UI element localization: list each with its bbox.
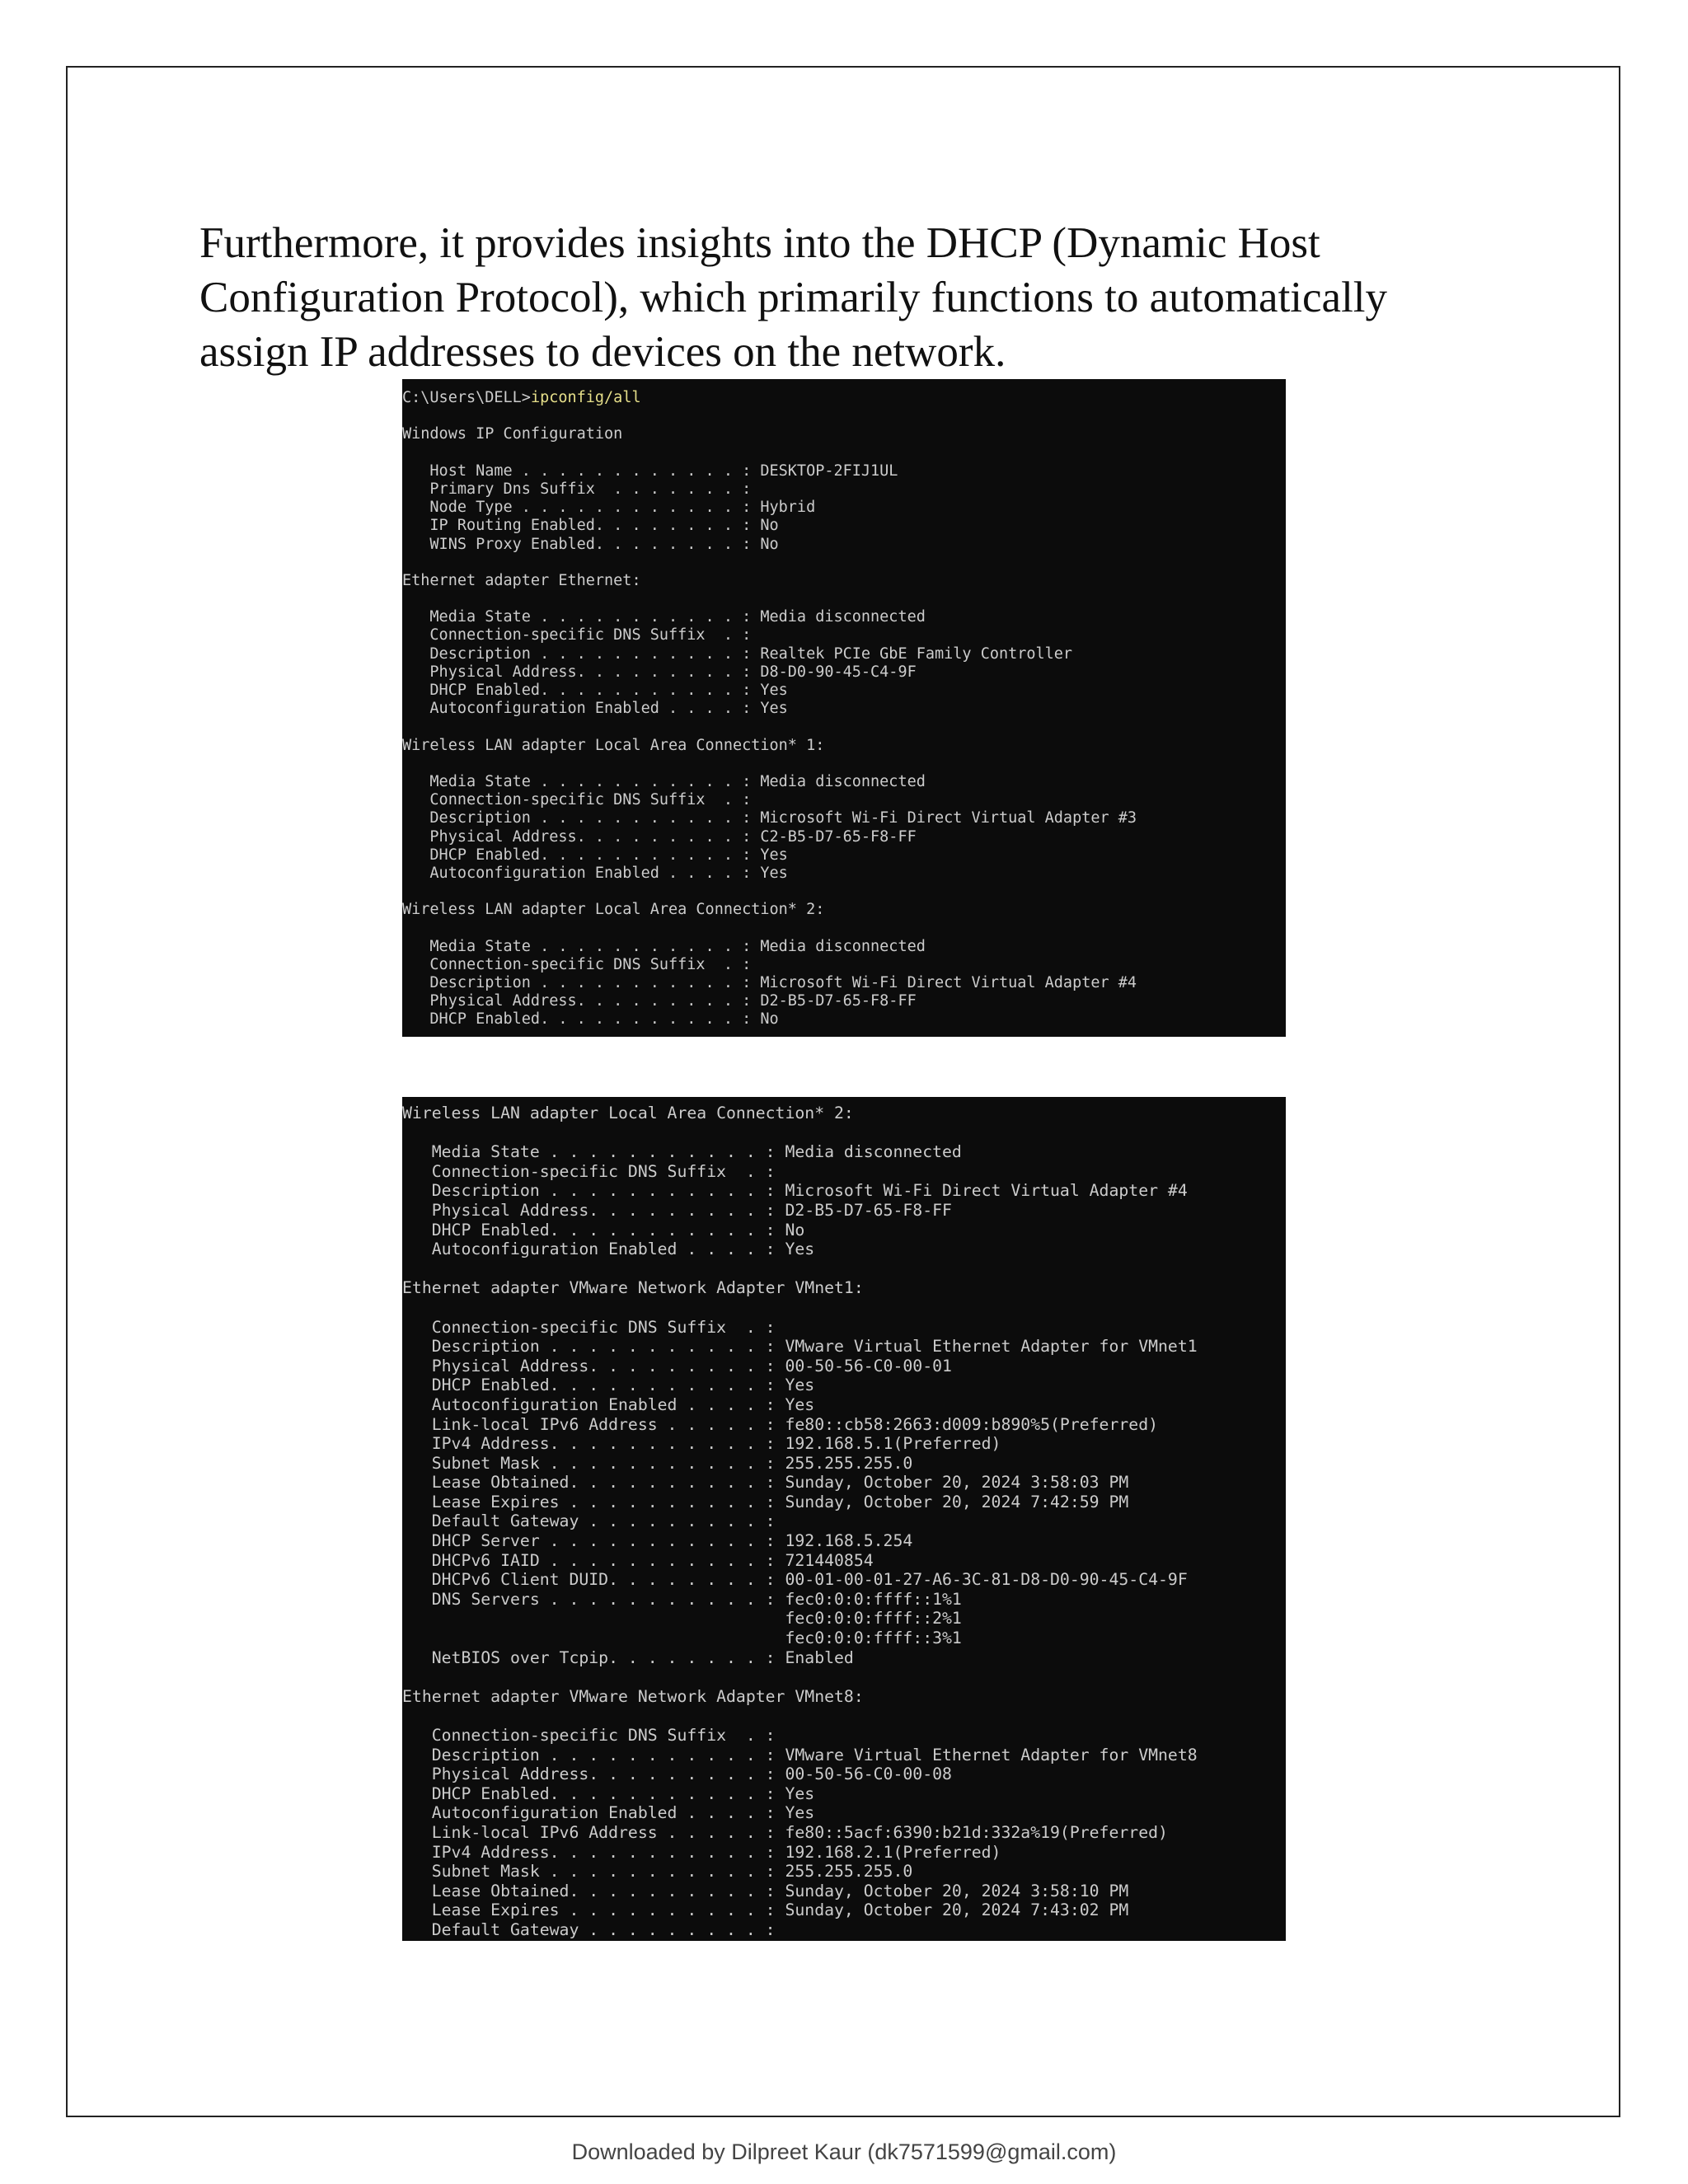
terminal-line: Physical Address. . . . . . . . . : D2-B5-D7-65-F8-FF xyxy=(402,992,917,1010)
terminal-line: Connection-specific DNS Suffix . : xyxy=(402,955,752,973)
terminal-line: Connection-specific DNS Suffix . : xyxy=(402,1317,776,1337)
terminal-line: Media State . . . . . . . . . . . : Media disconnected xyxy=(402,937,926,955)
terminal-line: fec0:0:0:ffff::3%1 xyxy=(402,1629,962,1648)
terminal-line xyxy=(402,919,1286,937)
terminal-line: Connection-specific DNS Suffix . : xyxy=(402,626,752,644)
terminal-line: fec0:0:0:ffff::2%1 xyxy=(402,1609,962,1629)
terminal-line: Lease Obtained. . . . . . . . . . : Sunday, October 20, 2024 3:58:03 PM xyxy=(402,1473,1129,1493)
terminal-line xyxy=(402,755,1286,773)
terminal-line: IP Routing Enabled. . . . . . . . : No xyxy=(402,517,779,535)
terminal-line: Connection-specific DNS Suffix . : xyxy=(402,1726,776,1745)
terminal-line: Ethernet adapter VMware Network Adapter VMnet1: xyxy=(402,1278,864,1298)
terminal-line: Physical Address. . . . . . . . . : C2-B5-D7-65-F8-FF xyxy=(402,827,917,846)
terminal-line: Lease Expires . . . . . . . . . . : Sunday, October 20, 2024 7:42:59 PM xyxy=(402,1492,1129,1511)
terminal-output-1 xyxy=(402,407,1286,1029)
terminal-line: Default Gateway . . . . . . . . . : xyxy=(402,1511,776,1531)
intro-paragraph: Furthermore, it provides insights into the DHCP (Dynamic Host Configuration Protocol), which primarily functions to automatically assign IP addresses to devices on the network. xyxy=(199,219,1388,376)
terminal-line: Media State . . . . . . . . . . . : Media disconnected xyxy=(402,1142,962,1162)
terminal-line xyxy=(402,883,1286,901)
terminal-line: Wireless LAN adapter Local Area Connection* 2: xyxy=(402,901,825,919)
terminal-line: Link-local IPv6 Address . . . . . : fe80::cb58:2663:d009:b890%5(Preferred) xyxy=(402,1414,1159,1434)
terminal-line: Physical Address. . . . . . . . . : D8-D0-90-45-C4-9F xyxy=(402,663,917,681)
terminal-line: DHCPv6 IAID . . . . . . . . . . . : 721440854 xyxy=(402,1550,874,1570)
terminal-line: Link-local IPv6 Address . . . . . : fe80::5acf:6390:b21d:332a%19(Preferred) xyxy=(402,1822,1168,1842)
terminal-line xyxy=(402,554,1286,572)
terminal-line: Connection-specific DNS Suffix . : xyxy=(402,791,752,809)
terminal-line: IPv4 Address. . . . . . . . . . . : 192.168.2.1(Preferred) xyxy=(402,1842,1001,1862)
terminal-line: Windows IP Configuration xyxy=(402,425,623,443)
terminal-line xyxy=(402,1123,1286,1143)
terminal-line: Host Name . . . . . . . . . . . . : DESKTOP-2FIJ1UL xyxy=(402,462,898,480)
command-prompt: C:\Users\DELL> xyxy=(402,389,531,406)
terminal-line: Connection-specific DNS Suffix . : xyxy=(402,1161,776,1181)
terminal-line: Lease Obtained. . . . . . . . . . : Sunday, October 20, 2024 3:58:10 PM xyxy=(402,1881,1129,1900)
terminal-line: Physical Address. . . . . . . . . : D2-B5-D7-65-F8-FF xyxy=(402,1200,952,1220)
terminal-line: DHCP Enabled. . . . . . . . . . . : Yes xyxy=(402,1376,815,1395)
terminal-line: Ethernet adapter VMware Network Adapter VMnet8: xyxy=(402,1686,864,1706)
terminal-line: Wireless LAN adapter Local Area Connection* 2: xyxy=(402,1104,854,1122)
terminal-line: DHCP Enabled. . . . . . . . . . . : No xyxy=(402,1010,779,1029)
terminal-screenshot-2 xyxy=(402,1097,1286,1941)
terminal-line: Subnet Mask . . . . . . . . . . . : 255.255.255.0 xyxy=(402,1453,913,1473)
terminal-line xyxy=(402,718,1286,736)
terminal-line: Lease Expires . . . . . . . . . . : Sunday, October 20, 2024 7:43:02 PM xyxy=(402,1900,1129,1920)
terminal-line: Subnet Mask . . . . . . . . . . . : 255.255.255.0 xyxy=(402,1862,913,1882)
terminal-line: Autoconfiguration Enabled . . . . : Yes xyxy=(402,1240,815,1259)
terminal-line xyxy=(402,1706,1286,1726)
terminal-line: Description . . . . . . . . . . . : Microsoft Wi-Fi Direct Virtual Adapter #4 xyxy=(402,1181,1188,1201)
download-footer: Downloaded by Dilpreet Kaur (dk7571599@gmail.com) xyxy=(571,2139,1117,2164)
terminal-line: IPv4 Address. . . . . . . . . . . : 192.168.5.1(Preferred) xyxy=(402,1434,1001,1454)
terminal-line: Node Type . . . . . . . . . . . . : Hybrid xyxy=(402,499,816,517)
terminal-line: DHCP Enabled. . . . . . . . . . . : Yes xyxy=(402,1783,815,1803)
command-text: ipconfig/all xyxy=(530,389,641,406)
terminal-line xyxy=(402,407,1286,425)
terminal-line: DHCP Enabled. . . . . . . . . . . : Yes xyxy=(402,682,788,699)
terminal-line: Autoconfiguration Enabled . . . . : Yes xyxy=(402,1394,815,1414)
terminal-line: Wireless LAN adapter Local Area Connection* 1: xyxy=(402,736,825,754)
terminal-line: Default Gateway . . . . . . . . . : xyxy=(402,1919,776,1939)
terminal-line: DHCPv6 Client DUID. . . . . . . . : 00-01-00-01-27-A6-3C-81-D8-D0-90-45-C4-9F xyxy=(402,1570,1188,1590)
terminal-line: Primary Dns Suffix . . . . . . . : xyxy=(402,480,752,498)
terminal-line xyxy=(402,1259,1286,1279)
terminal-line: Autoconfiguration Enabled . . . . : Yes xyxy=(402,1803,815,1823)
terminal-line: DHCP Server . . . . . . . . . . . : 192.168.5.254 xyxy=(402,1531,913,1551)
terminal-line: Physical Address. . . . . . . . . : 00-50-56-C0-00-08 xyxy=(402,1765,952,1784)
terminal-line: DHCP Enabled. . . . . . . . . . . : Yes xyxy=(402,846,788,864)
terminal-line: DHCP Enabled. . . . . . . . . . . : No xyxy=(402,1220,805,1240)
command-line xyxy=(402,389,1286,407)
terminal-line: Description . . . . . . . . . . . : Microsoft Wi-Fi Direct Virtual Adapter #4 xyxy=(402,974,1137,991)
terminal-line: Media State . . . . . . . . . . . : Media disconnected xyxy=(402,608,926,626)
terminal-line xyxy=(402,590,1286,608)
terminal-line: Description . . . . . . . . . . . : VMware Virtual Ethernet Adapter for VMnet8 xyxy=(402,1745,1198,1765)
terminal-line: Autoconfiguration Enabled . . . . : Yes xyxy=(402,864,788,882)
terminal-line: Media State . . . . . . . . . . . : Media disconnected xyxy=(402,772,926,790)
terminal-output-2 xyxy=(402,1104,1286,1940)
terminal-screenshot-1 xyxy=(402,379,1286,1037)
terminal-line xyxy=(402,444,1286,462)
terminal-line: Physical Address. . . . . . . . . : 00-50-56-C0-00-01 xyxy=(402,1356,952,1376)
terminal-line: WINS Proxy Enabled. . . . . . . . : No xyxy=(402,535,779,553)
terminal-line: Autoconfiguration Enabled . . . . : Yes xyxy=(402,700,788,718)
terminal-line: NetBIOS over Tcpip. . . . . . . . : Enabled xyxy=(402,1647,854,1667)
terminal-line: DNS Servers . . . . . . . . . . . : fec0:0:0:ffff::1%1 xyxy=(402,1589,962,1609)
terminal-line: Description . . . . . . . . . . . : Microsoft Wi-Fi Direct Virtual Adapter #3 xyxy=(402,809,1137,827)
terminal-line: Description . . . . . . . . . . . : VMware Virtual Ethernet Adapter for VMnet1 xyxy=(402,1337,1198,1357)
terminal-line xyxy=(402,1298,1286,1318)
terminal-line xyxy=(402,1667,1286,1687)
terminal-line: Ethernet adapter Ethernet: xyxy=(402,571,641,589)
terminal-line: Description . . . . . . . . . . . : Realtek PCIe GbE Family Controller xyxy=(402,644,1073,663)
